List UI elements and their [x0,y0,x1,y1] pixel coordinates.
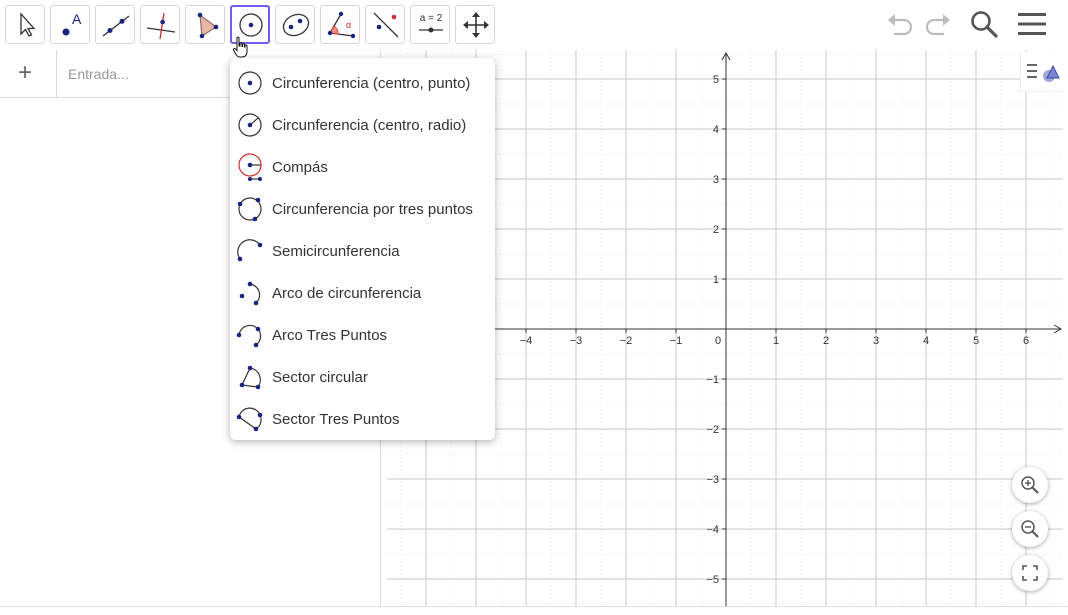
circle-three-points-icon [236,195,264,223]
x-tick-label: 0 [714,335,722,347]
point-tool-label: A [72,11,82,27]
add-item-label: + [18,59,33,86]
menu-item-label: Compás [272,159,328,176]
angle-tool-label: α [346,20,352,30]
line-through-points-icon [100,9,132,41]
x-tick-label: 5 [972,335,980,347]
x-tick-label: 4 [922,335,930,347]
slider-icon [415,9,447,41]
undo-button[interactable] [884,8,916,40]
menu-item-label: Sector circular [272,369,368,386]
redo-button[interactable] [922,8,954,40]
menu-item-compass[interactable] [230,146,495,188]
point-a-icon [55,9,87,41]
reflect-tool-button[interactable] [365,5,405,44]
menu-item-label: Circunferencia (centro, radio) [272,117,467,134]
y-tick-label: −3 [706,474,719,486]
menu-item-semicircle[interactable] [230,230,495,272]
angle-icon [325,9,357,41]
style-bar-toggle[interactable] [1020,52,1064,92]
menu-item-arc-three-points[interactable] [230,314,495,356]
menu-item-circular-sector[interactable] [230,356,495,398]
y-tick-label: −5 [706,574,719,586]
x-tick-label: −4 [519,335,533,347]
slider-tool-label: a = 2 [419,13,443,24]
main-menu-button[interactable] [1016,8,1048,40]
perpendicular-tool-button[interactable] [140,5,180,44]
x-tick-label: −1 [669,335,683,347]
zoom-out-button[interactable] [1012,511,1048,547]
y-tick-label: 3 [712,174,719,186]
search-icon [968,8,1000,40]
circle-center-point-icon [236,69,264,97]
circular-arc-icon [236,279,264,307]
menu-icon [1016,8,1048,40]
circular-sector-icon [236,363,264,391]
polygon-icon [190,9,222,41]
menu-item-circular-arc[interactable] [230,272,495,314]
menu-item-sector-three-points[interactable] [230,398,495,440]
point-tool-button[interactable] [50,5,90,44]
hand-cursor-icon [232,36,250,60]
polygon-tool-button[interactable] [185,5,225,44]
arrow-pointer-icon [10,9,42,41]
menu-item-circle-center-point[interactable] [230,62,495,104]
menu-item-label: Arco Tres Puntos [272,327,388,344]
fullscreen-icon [1020,563,1040,583]
menu-item-label: Arco de circunferencia [272,285,422,302]
perpendicular-line-icon [145,9,177,41]
zoom-out-icon [1020,519,1040,539]
x-tick-label: 1 [772,335,780,347]
move-graphics-view-icon [460,9,492,41]
line-tool-button[interactable] [95,5,135,44]
style-bar-icon [1025,56,1061,88]
y-tick-label: −4 [706,524,719,536]
semicircle-icon [236,237,264,265]
menu-item-label: Semicircunferencia [272,243,400,260]
y-tick-label: 4 [712,124,719,136]
search-button[interactable] [968,8,1000,40]
zoom-in-icon [1020,475,1040,495]
x-tick-label: 6 [1022,335,1030,347]
toolbar [0,0,1068,50]
y-tick-label: 5 [712,74,719,86]
fullscreen-button[interactable] [1012,555,1048,591]
menu-item-label: Circunferencia por tres puntos [272,201,473,218]
x-tick-label: 3 [872,335,880,347]
menu-item-label: Circunferencia (centro, punto) [272,75,471,92]
angle-tool-button[interactable] [320,5,360,44]
y-tick-label: 1 [712,274,719,286]
y-tick-label: 2 [712,224,719,236]
add-item-button[interactable] [0,50,57,98]
menu-item-circle-center-radius[interactable] [230,104,495,146]
circle-tools-menu [230,58,495,440]
y-tick-label: −2 [706,424,719,436]
x-tick-label: −2 [619,335,633,347]
move-tool-button[interactable] [5,5,45,44]
x-tick-label: 2 [822,335,830,347]
ellipse-tool-button[interactable] [275,5,315,44]
x-tick-label: −3 [569,335,583,347]
redo-icon [922,8,954,40]
move-view-tool-button[interactable] [455,5,495,44]
menu-item-circle-three-points[interactable] [230,188,495,230]
reflect-about-line-icon [370,9,402,41]
zoom-in-button[interactable] [1012,467,1048,503]
arc-three-points-icon [236,321,264,349]
menu-item-label: Sector Tres Puntos [272,411,400,428]
sector-three-points-icon [236,405,264,433]
slider-tool-button[interactable] [410,5,450,44]
y-tick-label: −1 [706,374,719,386]
undo-icon [884,8,916,40]
compass-icon [236,153,264,181]
circle-center-radius-icon [236,111,264,139]
ellipse-icon [280,9,312,41]
bottom-edge [0,606,1068,615]
